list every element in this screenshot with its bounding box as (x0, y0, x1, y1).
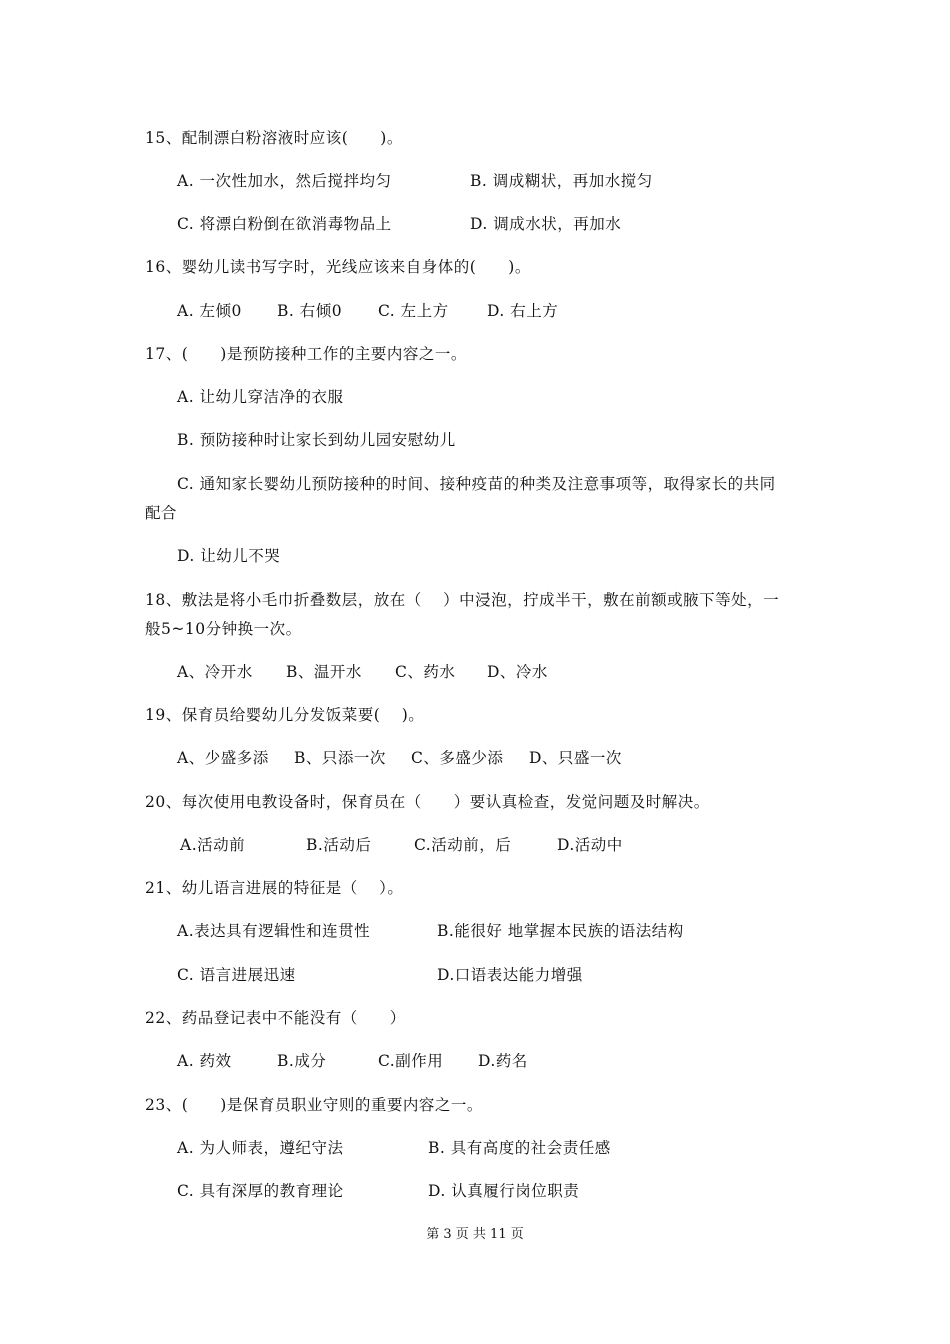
question-17-option-d: D. 让幼儿不哭 (177, 547, 281, 565)
question-23-stem: 23、( )是保育员职业守则的重要内容之一。 (145, 1096, 483, 1114)
question-17-option-c: C. 通知家长婴幼儿预防接种的时间、接种疫苗的种类及注意事项等，取得家长的共同 (177, 475, 776, 493)
question-19-option-a: A、少盛多添 (177, 749, 269, 767)
question-20-option-c: C.活动前，后 (414, 836, 512, 854)
page-number-footer: 第 3 页 共 11 页 (426, 1227, 524, 1242)
question-23-option-b: B. 具有高度的社会责任感 (428, 1139, 611, 1157)
question-17-option-b: B. 预防接种时让家长到幼儿园安慰幼儿 (177, 431, 456, 449)
question-21-option-d: D.口语表达能力增强 (437, 966, 583, 984)
question-22-option-c: C.副作用 (378, 1052, 444, 1070)
question-23-option-d: D. 认真履行岗位职责 (428, 1182, 580, 1200)
question-18-stem-continued: 般5~10分钟换一次。 (145, 620, 302, 638)
question-22-option-b: B.成分 (277, 1052, 327, 1070)
question-17-option-c-continued: 配合 (145, 504, 178, 522)
question-16-option-c: C. 左上方 (378, 302, 449, 320)
question-20-option-d: D.活动中 (557, 836, 623, 854)
question-17-option-a: A. 让幼儿穿洁净的衣服 (177, 388, 344, 406)
question-16-option-a: A. 左倾0 (177, 302, 242, 320)
question-16-option-b: B. 右倾0 (277, 302, 343, 320)
question-19-option-b: B、只添一次 (294, 749, 386, 767)
question-22-option-a: A. 药效 (177, 1052, 232, 1070)
question-23-option-c: C. 具有深厚的教育理论 (177, 1182, 344, 1200)
question-19-option-c: C、多盛少添 (411, 749, 504, 767)
question-19-stem: 19、保育员给婴幼儿分发饭菜要( )。 (145, 706, 425, 724)
question-20-option-a: A.活动前 (180, 836, 246, 854)
question-15-option-a: A. 一次性加水，然后搅拌均匀 (177, 172, 392, 190)
question-16-stem: 16、婴幼儿读书写字时，光线应该来自身体的( )。 (145, 258, 531, 276)
question-15-option-c: C. 将漂白粉倒在欲消毒物品上 (177, 215, 392, 233)
question-20-option-b: B.活动后 (306, 836, 372, 854)
question-18-stem: 18、敷法是将小毛巾折叠数层，放在（ ）中浸泡，拧成半干，敷在前额或腋下等处，一 (145, 591, 780, 609)
question-18-option-b: B、温开水 (286, 663, 362, 681)
question-21-option-b: B.能很好 地掌握本民族的语法结构 (437, 922, 684, 940)
question-15-option-d: D. 调成水状，再加水 (470, 215, 622, 233)
question-17-stem: 17、( )是预防接种工作的主要内容之一。 (145, 345, 467, 363)
question-22-option-d: D.药名 (478, 1052, 528, 1070)
question-20-stem: 20、每次使用电教设备时，保育员在（ ）要认真检查，发觉问题及时解决。 (145, 793, 710, 811)
question-18-option-a: A、冷开水 (177, 663, 253, 681)
question-22-stem: 22、药品登记表中不能没有（ ） (145, 1009, 406, 1027)
question-21-option-a: A.表达具有逻辑性和连贯性 (177, 922, 371, 940)
question-23-option-a: A. 为人师表，遵纪守法 (177, 1139, 344, 1157)
question-18-option-c: C、药水 (395, 663, 456, 681)
question-19-option-d: D、只盛一次 (529, 749, 622, 767)
question-21-stem: 21、幼儿语言进展的特征是（ ）。 (145, 879, 404, 897)
question-18-option-d: D、冷水 (487, 663, 548, 681)
question-21-option-c: C. 语言进展迅速 (177, 966, 296, 984)
question-15-stem: 15、配制漂白粉溶液时应该( )。 (145, 129, 403, 147)
question-15-option-b: B. 调成糊状，再加水搅匀 (470, 172, 653, 190)
question-16-option-d: D. 右上方 (487, 302, 559, 320)
